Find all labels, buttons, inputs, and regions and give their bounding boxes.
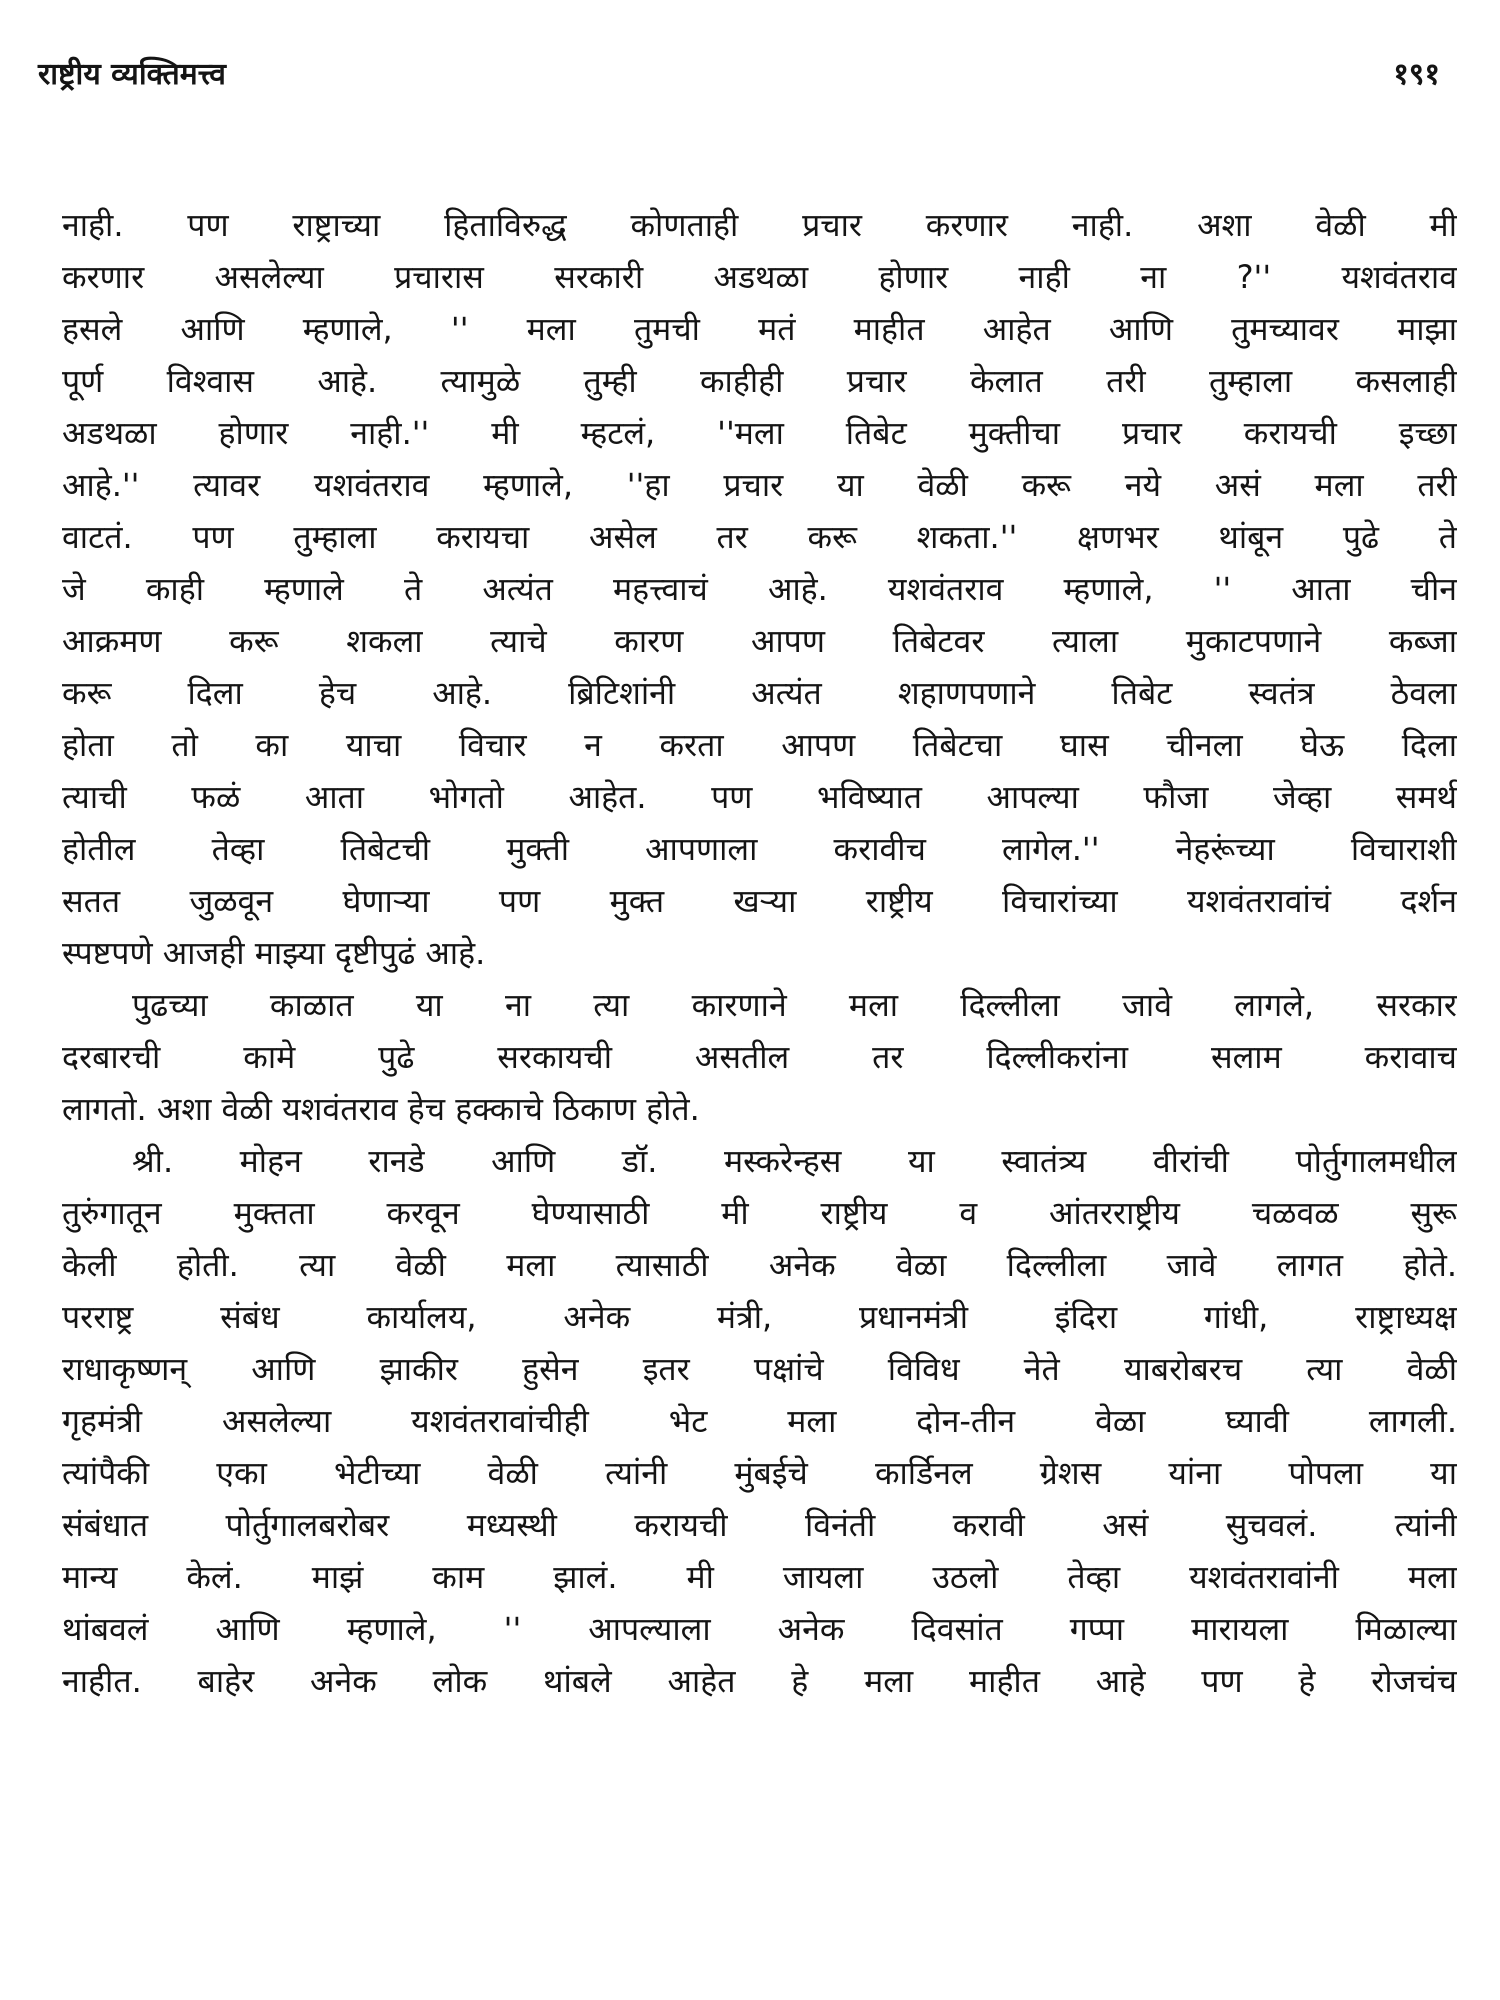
text-line: मान्य केलं. माझं काम झालं. मी जायला उठलो तेव्हा यशवंतरावांनी मला	[62, 1558, 1457, 1596]
page-number: १९१	[1393, 57, 1440, 92]
text-line: करणार असलेल्या प्रचारास सरकारी अडथळा होणार नाही ना ?'' यशवंतराव	[62, 258, 1457, 296]
body-text	[62, 199, 1457, 1707]
text-line: हसले आणि म्हणाले, '' मला तुमची मतं माहीत आहेत आणि तुमच्यावर माझा	[62, 310, 1457, 348]
text-line: अडथळा होणार नाही.'' मी म्हटलं, ''मला तिबेट मुक्तीचा प्रचार करायची इच्छा	[62, 414, 1457, 452]
text-line: केली होती. त्या वेळी मला त्यासाठी अनेक वेळा दिल्लीला जावे लागत होते.	[62, 1246, 1457, 1284]
text-line: श्री. मोहन रानडे आणि डॉ. मस्करेन्हस या स्वातंत्र्य वीरांची पोर्तुगालमधील	[132, 1142, 1457, 1180]
text-line: जे काही म्हणाले ते अत्यंत महत्त्वाचं आहे. यशवंतराव म्हणाले, '' आता चीन	[62, 570, 1457, 608]
text-line: परराष्ट्र संबंध कार्यालय, अनेक मंत्री, प्रधानमंत्री इंदिरा गांधी, राष्ट्राध्यक्ष	[62, 1298, 1457, 1336]
text-line: होतील तेव्हा तिबेटची मुक्ती आपणाला करावीच लागेल.'' नेहरूंच्या विचाराशी	[62, 830, 1457, 868]
text-line: करू दिला हेच आहे. ब्रिटिशांनी अत्यंत शहाणपणाने तिबेट स्वतंत्र ठेवला	[62, 674, 1457, 712]
text-line: पुढच्या काळात या ना त्या कारणाने मला दिल्लीला जावे लागले, सरकार	[132, 986, 1457, 1024]
text-line: आक्रमण करू शकला त्याचे कारण आपण तिबेटवर त्याला मुकाटपणाने कब्जा	[62, 622, 1457, 660]
text-line: नाही. पण राष्ट्राच्या हिताविरुद्ध कोणताही प्रचार करणार नाही. अशा वेळी मी	[62, 206, 1457, 244]
text-line: तुरुंगातून मुक्तता करवून घेण्यासाठी मी राष्ट्रीय व आंतरराष्ट्रीय चळवळ सुरू	[62, 1194, 1457, 1232]
text-line: पूर्ण विश्वास आहे. त्यामुळे तुम्ही काहीही प्रचार केलात तरी तुम्हाला कसलाही	[62, 362, 1457, 400]
text-line: त्यांपैकी एका भेटीच्या वेळी त्यांनी मुंबईचे कार्डिनल ग्रेशस यांना पोपला या	[62, 1454, 1457, 1492]
text-line: सतत जुळवून घेणाऱ्या पण मुक्त खऱ्या राष्ट्रीय विचारांच्या यशवंतरावांचं दर्शन	[62, 882, 1457, 920]
text-line: नाहीत. बाहेर अनेक लोक थांबले आहेत हे मला माहीत आहे पण हे रोजचंच	[62, 1662, 1457, 1700]
text-line: संबंधात पोर्तुगालबरोबर मध्यस्थी करायची विनंती करावी असं सुचवलं. त्यांनी	[62, 1506, 1457, 1544]
text-line: स्पष्टपणे आजही माझ्या दृष्टीपुढं आहे.	[62, 934, 486, 972]
text-line: राधाकृष्णन् आणि झाकीर हुसेन इतर पक्षांचे विविध नेते याबरोबरच त्या वेळी	[62, 1350, 1457, 1388]
text-line: गृहमंत्री असलेल्या यशवंतरावांचीही भेट मला दोन-तीन वेळा घ्यावी लागली.	[62, 1402, 1457, 1440]
running-title: राष्ट्रीय व्यक्तिमत्त्व	[38, 57, 226, 92]
text-line: दरबारची कामे पुढे सरकायची असतील तर दिल्लीकरांना सलाम करावाच	[62, 1038, 1457, 1076]
text-line: होता तो का याचा विचार न करता आपण तिबेटचा घास चीनला घेऊ दिला	[62, 726, 1457, 764]
text-line: त्याची फळं आता भोगतो आहेत. पण भविष्यात आपल्या फौजा जेव्हा समर्थ	[62, 778, 1457, 816]
text-line: थांबवलं आणि म्हणाले, '' आपल्याला अनेक दिवसांत गप्पा मारायला मिळाल्या	[62, 1610, 1457, 1648]
text-line: लागतो. अशा वेळी यशवंतराव हेच हक्काचे ठिकाण होते.	[62, 1090, 700, 1128]
text-line: वाटतं. पण तुम्हाला करायचा असेल तर करू शकता.'' क्षणभर थांबून पुढे ते	[62, 518, 1457, 556]
text-line: आहे.'' त्यावर यशवंतराव म्हणाले, ''हा प्रचार या वेळी करू नये असं मला तरी	[62, 466, 1457, 504]
